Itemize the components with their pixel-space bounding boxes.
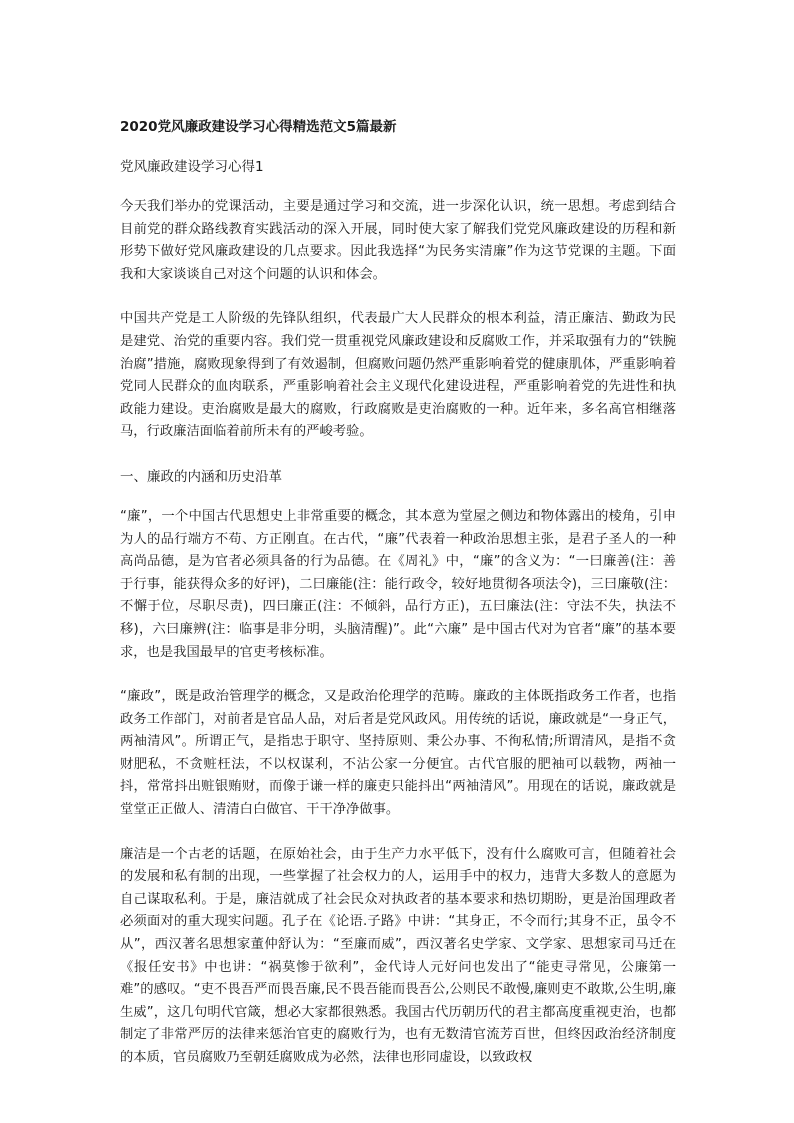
paragraph: 今天我们举办的党课活动，主要是通过学习和交流，进一步深化认识，统一思想。考虑到结合目前党的群众路线教育实践活动的深入开展，同时使大家了解我们党党风廉政建设的历程和新形势下做好党风廉政建设的几点要求。因此我选择“为民务实清廉”作为这节党课的主题。下面我和大家谈谈自己对这个问题的认识和体会。: [120, 199, 676, 282]
section-title: 党风廉政建设学习心得1: [120, 159, 264, 175]
paragraph: 廉洁是一个古老的话题，在原始社会，由于生产力水平低下，没有什么腐败可言，但随着社会的发展和私有制的出现，一些掌握了社会权力的人，运用手中的权力，违背大多数人的意愿为自己谋取私利。于是，廉洁就成了社会民众对执政者的基本要求和热切期盼，更是治国理政者必须面对的重大现实问题。孔子在《论语.子路》中讲：“其身正，不令而行;其身不正，虽令不从”，西汉著名思想家董仲舒认为：“至廉而威”，西汉著名史学家、文学家、思想家司马迁在《报任安书》中也讲：“祸莫惨于欲利”，金代诗人元好问也发出了“能吏寻常见，公廉第一难”的感叹。“吏不畏吾严而畏吾廉,民不畏吾能而畏吾公,公则民不敢慢,廉则吏不敢欺,公生明,廉生威”，这几句明代官箴，想必大家都很熟悉。我国古代历朝历代的君主都高度重视吏治，也都制定了非常严厉的法律来惩治官吏的腐败行为，也有无数清官流芳百世，但终因政治经济制度的本质，官员腐败乃至朝廷腐败成为必然，法律也形同虚设，以致政权: [120, 846, 676, 1065]
document-page: [120, 116, 676, 1092]
section-heading: 一、廉政的内涵和历史沿革: [120, 468, 282, 485]
paragraph: “廉”，一个中国古代思想史上非常重要的概念，其本意为堂屋之侧边和物体露出的棱角，引申为人的品行端方不苟、方正刚直。在古代，“廉”代表着一种政治思想主张，是君子圣人的一种高尚品德，是为官者必须具备的行为品德。在《周礼》中，“廉”的含义为：“一曰廉善(注：善于行事，能获得众多的好评)，二曰廉能(注：能行政令，较好地贯彻各项法令)，三曰廉敬(注：不懈于位，尽职尽责)，四曰廉正(注：不倾斜，品行方正)，五曰廉法(注：守法不失，执法不移)，六曰廉辨(注：临事是非分明，头脑清醒)”。此“六廉” 是中国古代对为官者“廉”的基本要求，也是我国最早的官吏考核标准。: [120, 508, 676, 660]
document-title: 2020党风廉政建设学习心得精选范文5篇最新: [120, 119, 397, 135]
paragraph: “廉政”，既是政治管理学的概念，又是政治伦理学的范畴。廉政的主体既指政务工作者，也指政务工作部门，对前者是官品人品，对后者是党风政风。用传统的话说，廉政就是“一身正气，两袖清风”。所谓正气，是指忠于职守、坚持原则、秉公办事、不徇私情;所谓清风，是指不贪财肥私，不贪赃枉法，不以权谋利，不沾公家一分便宜。古代官服的肥袖可以载物，两袖一抖，常常抖出赃银贿财，而像于谦一样的廉吏只能抖出“两袖清风”。用现在的话说，廉政就是堂堂正正做人、清清白白做官、干干净净做事。: [120, 689, 676, 818]
paragraph: 中国共产党是工人阶级的先锋队组织，代表最广大人民群众的根本利益，清正廉洁、勤政为民是建党、治党的重要内容。我们党一贯重视党风廉政建设和反腐败工作，并采取强有力的“铁腕治腐”措施，腐败现象得到了有效遏制，但腐败问题仍然严重影响着党的健康肌体，严重影响着党同人民群众的血肉联系，严重影响着社会主义现代化建设进程，严重影响着党的先进性和执政能力建设。吏治腐败是最大的腐败，行政腐败是吏治腐败的一种。近年来，多名高官相继落马，行政廉洁面临着前所未有的严峻考验。: [120, 311, 676, 440]
